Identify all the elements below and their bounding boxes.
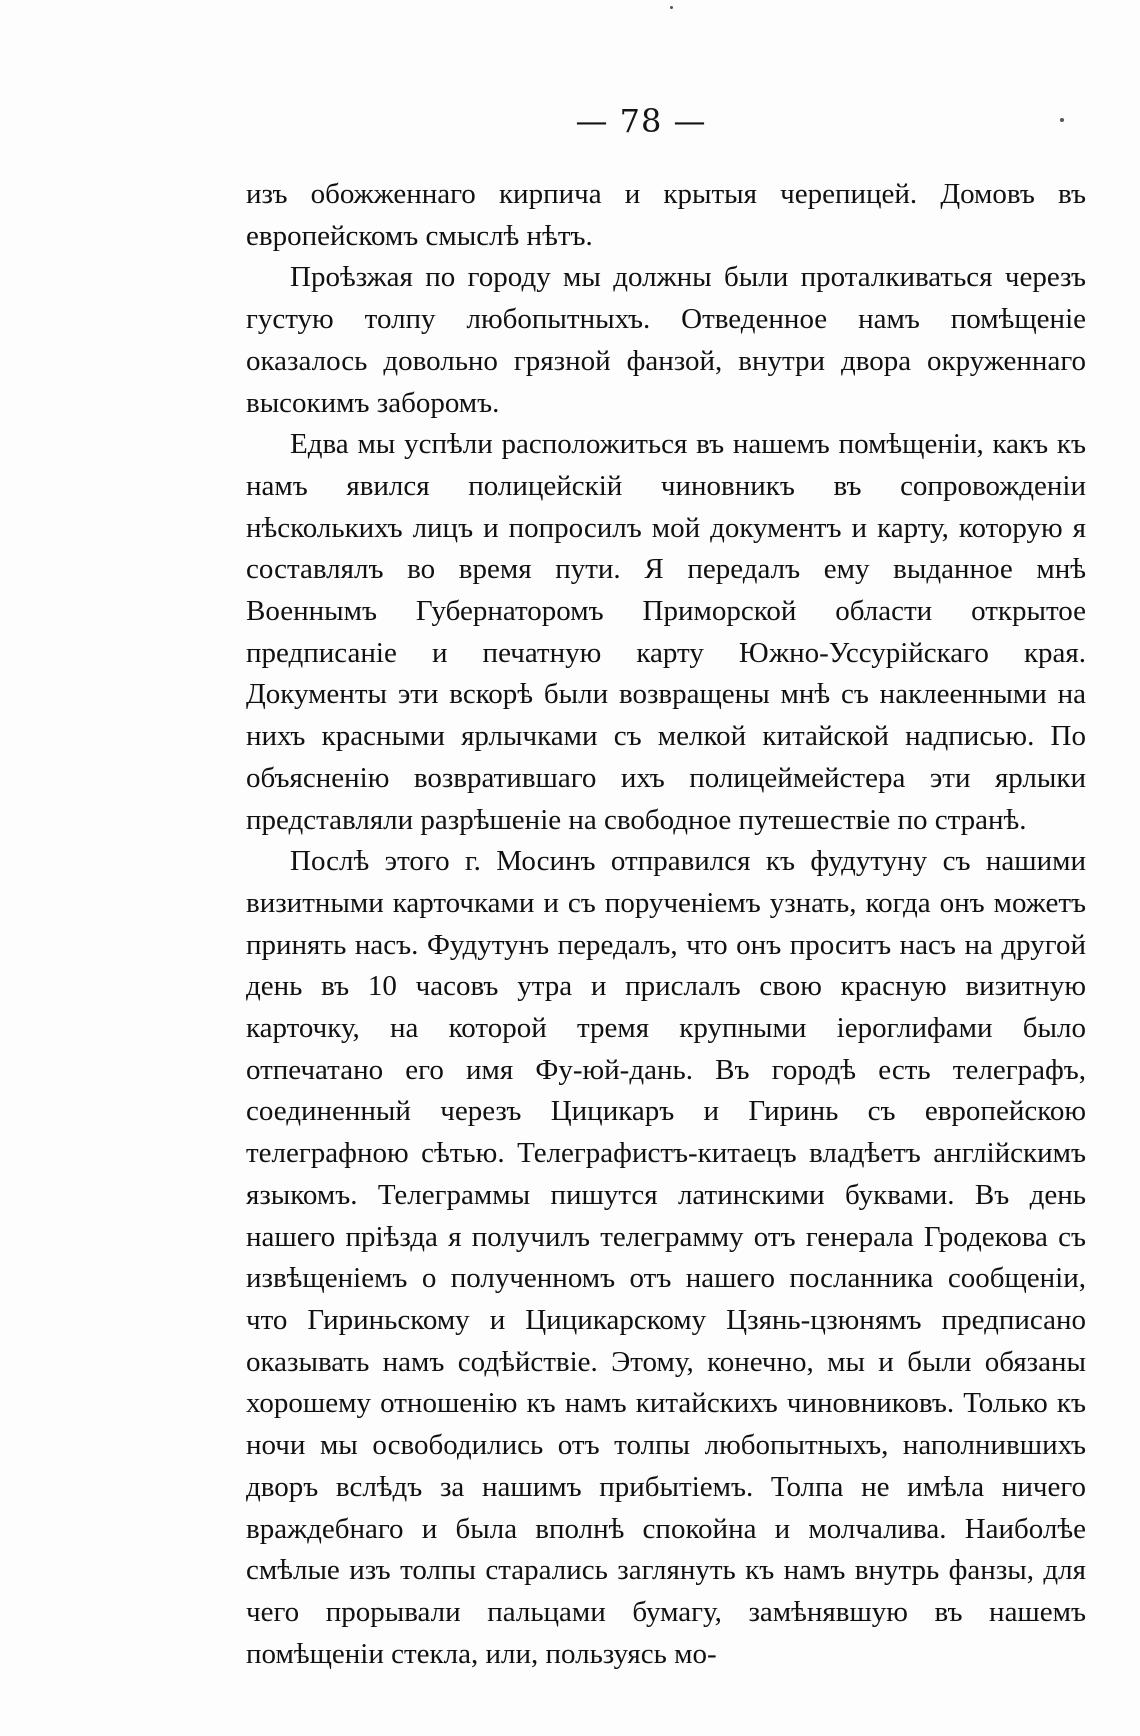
page-number: — 78 —: [575, 102, 707, 140]
print-speck: [1060, 118, 1064, 122]
page-body-text: [246, 174, 1086, 1675]
print-speck: [670, 6, 673, 9]
paragraph-2: Проѣзжая по городу мы должны были проталкиваться черезъ густую толпу любопытныхъ. Отведенное намъ помѣщеніе оказалось довольно грязной фанзой, внутри двора окруженнаго высокимъ заборомъ.: [246, 261, 1086, 419]
paragraph-4: Послѣ этого г. Мосинъ отправился къ фудутуну съ нашими визитными карточками и съ порученіемъ узнать, когда онъ можетъ принять насъ. Фудутунъ передалъ, что онъ проситъ насъ на другой день въ 10 часовъ утра и прислалъ свою красную визитную карточку, на которой тремя крупными іероглифами было отпечатано его имя Фу-юй-дань. Въ городѣ есть телеграфъ, соединенный черезъ Цицикаръ и Гиринь съ европейскою телеграфною сѣтью. Телеграфистъ-китаецъ владѣетъ англійскимъ языкомъ. Телеграммы пишутся латинскими буквами. Въ день нашего пріѣзда я получилъ телеграмму отъ генерала Гродекова съ извѣщеніемъ о полученномъ отъ нашего посланника сообщеніи, что Гириньскому и Цицикарскому Цзянь-цзюнямъ предписано оказывать намъ содѣйствіе. Этому, конечно, мы и были обязаны хорошему отношенію къ намъ китайскихъ чиновниковъ. Только къ ночи мы освободились отъ толпы любопытныхъ, наполнившихъ дворъ вслѣдъ за нашимъ прибытіемъ. Толпа не имѣла ничего враждебнаго и была вполнѣ спокойна и молчалива. Наиболѣе смѣлые изъ толпы старались заглянуть къ намъ внутрь фанзы, для чего прорывали пальцами бумагу, замѣнявшую въ нашемъ помѣщеніи стекла, или, пользуясь мо-: [246, 845, 1086, 1670]
paragraph-3: Едва мы успѣли расположиться въ нашемъ помѣщеніи, какъ къ намъ явился полицейскій чиновникъ въ сопровожденіи нѣсколькихъ лицъ и попросилъ мой документъ и карту, которую я составлялъ во время пути. Я передалъ ему выданное мнѣ Военнымъ Губернаторомъ Приморской области открытое предписаніе и печатную карту Южно-Уссурійскаго края. Документы эти вскорѣ были возвращены мнѣ съ наклеенными на нихъ красными ярлычками съ мелкой китайской надписью. По объясненію возвратившаго ихъ полицеймейстера эти ярлыки представляли разрѣшеніе на свободное путешествіе по странѣ.: [246, 428, 1086, 836]
paragraph-1-continuation: изъ обожженнаго кирпича и крытыя черепицей. Домовъ въ европейскомъ смыслѣ нѣтъ.: [246, 178, 1086, 252]
